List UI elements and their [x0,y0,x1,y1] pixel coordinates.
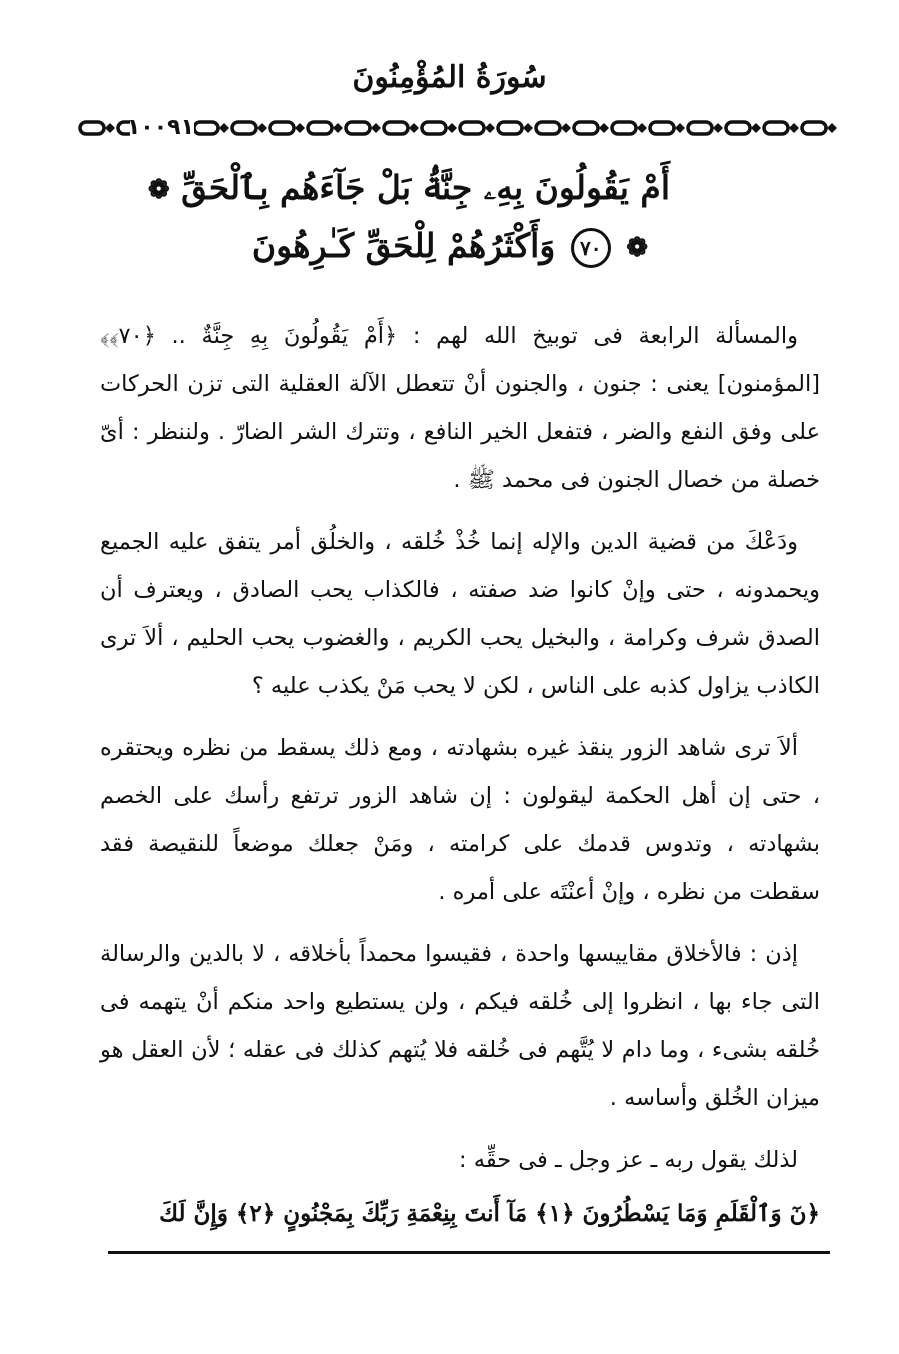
chain-link [80,122,104,134]
paragraph: والمسألة الرابعة فى توبيخ الله لهم : ﴿أَمْ يَقُولُونَ بِهِ جِنَّةٌ .. ﴿٧٠﴾﴾ [المؤمنون] يعنى : جنون ، والجنون أنْ تتعطل الآلة العقلية التى تزن الحركات على وفق النفع والضر ، فتفعل الخير النافع ، وتترك الشر الضارّ . ولننظر : أىّ خصلة من خصال الجنون فى محمد ﷺ . [100,323,820,493]
paragraph: لذلك يقول ربه ـ عز وجل ـ فى حقِّه : [459,1147,798,1173]
chain-diamond [485,123,495,133]
chain-link [384,122,408,134]
chain-link [232,122,256,134]
commentary-body [100,312,820,1238]
paragraph: إذن : فالأخلاق مقاييسها واحدة ، فقيسوا محمداً بأخلاقه ، لا بالدين والرسالة التى جاء بها ، انظروا إلى خُلقه فيكم ، ولن يستطيع واحد منكم أنْ يتهمه فى خُلقه بشىء ، وما دام لا يُتَّهم فى خُلقه فلا يُتهم كذلك فى عقله ؛ لأن العقل هو ميزان الخُلق وأساسه . [100,941,820,1111]
chain-link [574,122,598,134]
chain-link [194,122,218,134]
quran-quote-line: ﴿نٓ وَٱلْقَلَمِ وَمَا يَسْطُرُونَ ﴿١﴾ مَآ أَنتَ بِنِعْمَةِ رَبِّكَ بِمَجْنُونٍ ﴿٢﴾ وَإِنَّ لَكَ [159,1200,820,1227]
chain-diamond [789,123,799,133]
chain-diamond [561,123,571,133]
verse-line-2-text: وَأَكْثَرُهُمْ لِلْحَقِّ كَـٰرِهُونَ [251,226,556,265]
chain-link [308,122,332,134]
flower-ornament-icon: ❁ [626,233,649,263]
chain-link [612,122,636,134]
verse-block [147,160,670,276]
surah-title: سُورَةُ المُؤْمِنُونَ [352,60,547,95]
verse-line-2 [230,218,670,276]
chain-diamond [637,123,647,133]
chain-diamond [675,123,685,133]
chain-link [764,122,788,134]
chain-diamond [371,123,381,133]
chain-link [460,122,484,134]
chain-diamond [257,123,267,133]
chain-link [802,122,826,134]
footer-rule [108,1251,830,1254]
chain-link [726,122,750,134]
page-number: ١٠٠٩١ [130,113,194,143]
paragraph: ألاَ ترى شاهد الزور ينقذ غيره بشهادته ، ومع ذلك يسقط من نظره ويحتقره ، حتى إن أهل الحكمة ليقولون : إن شاهد الزور ترتفع رأسك على الخصم بشهادته ، وتدوس قدمك على كرامته ، ومَنْ جعلك موضعاً للنقيصة فقد سقطت من نظره ، وإنْ أعنْتَه على أمره . [100,735,820,905]
flower-ornament-icon: ❁ [147,175,170,205]
chain-diamond [219,123,229,133]
chain-link [650,122,674,134]
verse-line-1 [147,160,670,218]
chain-diamond [827,123,837,133]
paragraph: ودَعْكَ من قضية الدين والإله إنما خُذْ خُلقه ، والخلُق أمر يتفق عليه الجميع ويحمدونه ، حتى وإنْ كانوا ضد صفته ، فالكذاب يحب الصادق ، ويعترف أن الصدق شرف وكرامة ، والبخيل يحب الكريم ، والغضوب يحب الحليم ، ألاَ ترى الكاذب يزاول كذبه على الناس ، لكن لا يحب مَنْ يكذب عليه ؟ [100,529,820,699]
verse-line-1-text: أَمْ يَقُولُونَ بِهِۦ جِنَّةُۢ بَلْ جَآءَهُم بِٱلْحَقِّ [181,168,670,207]
chain-diamond [713,123,723,133]
chain-link [688,122,712,134]
chain-link [346,122,370,134]
chain-link [536,122,560,134]
chain-link [270,122,294,134]
chain-diamond [599,123,609,133]
chain-link [498,122,522,134]
chain-link [422,122,446,134]
chain-diamond [751,123,761,133]
chain-diamond [333,123,343,133]
verse-number-badge: ٧٠ [571,228,611,268]
chain-diamond [447,123,457,133]
chain-diamond [409,123,419,133]
chain-diamond [295,123,305,133]
chain-diamond [105,123,115,133]
chain-diamond [523,123,533,133]
